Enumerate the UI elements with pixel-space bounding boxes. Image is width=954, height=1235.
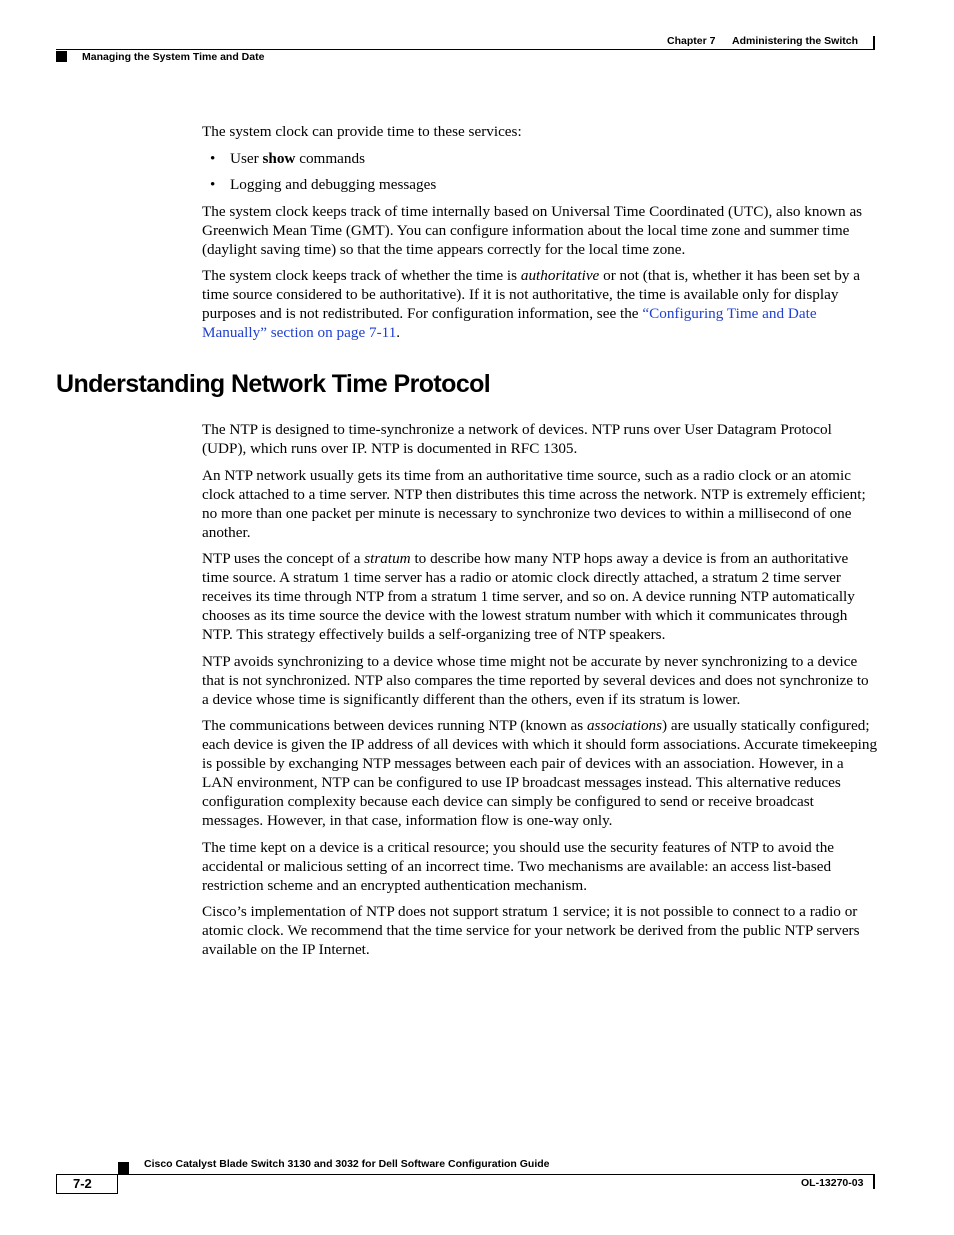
ntp-paragraph-5: The communications between devices running NTP (known as associations) are usually statically configured; each device is given the IP address of all devices with which it should form associations. Accurate timekeeping is possible by exchanging NTP messages between each pair of devices with an association. However, in a LAN environment, NTP can be configured to use IP broadcast messages instead. This alternative reduces configuration complexity because each device can simply be configured to send or receive broadcast messages. However, in that case, information flow is one-way only. [202,717,878,829]
section-heading: Understanding Network Time Protocol [56,370,491,398]
footer-marker [118,1162,129,1174]
header-right-tick [873,36,875,50]
intro-paragraph-2: The system clock keeps track of time internally based on Universal Time Coordinated (UTC), also known as Greenwich Mean Time (GMT). You can configure information about the local time zone and summer time (daylight saving time) so that the time appears correctly for the local time zone. [202,202,863,258]
footer-rule [118,1174,875,1175]
header-chapter-title: Administering the Switch [732,35,859,47]
list-item: • Logging and debugging messages [210,176,437,193]
bullet-icon: • [210,149,216,167]
ntp-paragraph-4: NTP avoids synchronizing to a device whose time might not be accurate by never synchronizing to a device that is not synchronized. NTP also compares the time reported by several devices and does not synchronize to a device whose time is significantly different than the others, even if its stratum is lower. [202,652,869,708]
intro-paragraph-1: The system clock can provide time to these services: [202,123,522,140]
page-number: 7-2 [56,1174,118,1194]
list-item: • User show commands [210,149,366,167]
ntp-paragraph-3: NTP uses the concept of a stratum to describe how many NTP hops away a device is from an authoritative time source. A stratum 1 time server has a radio or atomic clock directly attached, a stratum 2 time server receives its time through NTP from a stratum 1 time server, and so on. A device running NTP automatically chooses as its time source the device with the lowest stratum number with which it communicates through NTP. This strategy effectively builds a self-organizing tree of NTP speakers. [202,550,855,643]
ntp-paragraph-1: The NTP is designed to time-synchronize a network of devices. NTP runs over User Datagram Protocol (UDP), which runs over IP. NTP is documented in RFC 1305. [202,421,832,457]
header-section-marker [56,51,67,62]
intro-paragraph-3: The system clock keeps track of whether the time is authoritative or not (that is, whether it has been set by a time source considered to be authoritative). If it is not authoritative, the time is available only for display purposes and is not redistributed. For configuration information, see the “Configuring Time and Date Manually” section on page 7-11. [202,267,860,341]
footer-guide-title: Cisco Catalyst Blade Switch 3130 and 3032 for Dell Software Configuration Guide [144,1158,550,1170]
command-keyword: show [262,149,296,167]
footer-doc-number: OL-13270-03 [801,1177,864,1189]
ntp-paragraph-6: The time kept on a device is a critical resource; you should use the security features of NTP to avoid the accidental or malicious setting of an incorrect time. Two mechanisms are available: an access list-based restriction scheme and an encrypted authentication mechanism. [202,838,835,894]
header-rule [56,49,875,50]
configuring-time-link[interactable]: “Configuring Time and Date Manually” section on page 7-11 [202,305,817,341]
ntp-paragraph-7: Cisco’s implementation of NTP does not support stratum 1 service; it is not possible to connect to a radio or atomic clock. We recommend that the time service for your network be derived from the public NTP servers available on the IP Internet. [202,903,860,958]
ntp-paragraph-2: An NTP network usually gets its time from an authoritative time source, such as a radio clock or an atomic clock attached to a time server. NTP then distributes this time across the network. NTP is extremely efficient; no more than one packet per minute is necessary to synchronize two devices to within a millisecond of one another. [202,466,866,541]
services-list [202,149,878,195]
bullet-icon: • [210,176,216,193]
footer-right-tick [873,1175,875,1189]
header-section: Managing the System Time and Date [82,51,265,63]
intro-body [202,122,878,350]
section-body [202,420,878,967]
header-chapter: Chapter 7 [667,35,716,47]
